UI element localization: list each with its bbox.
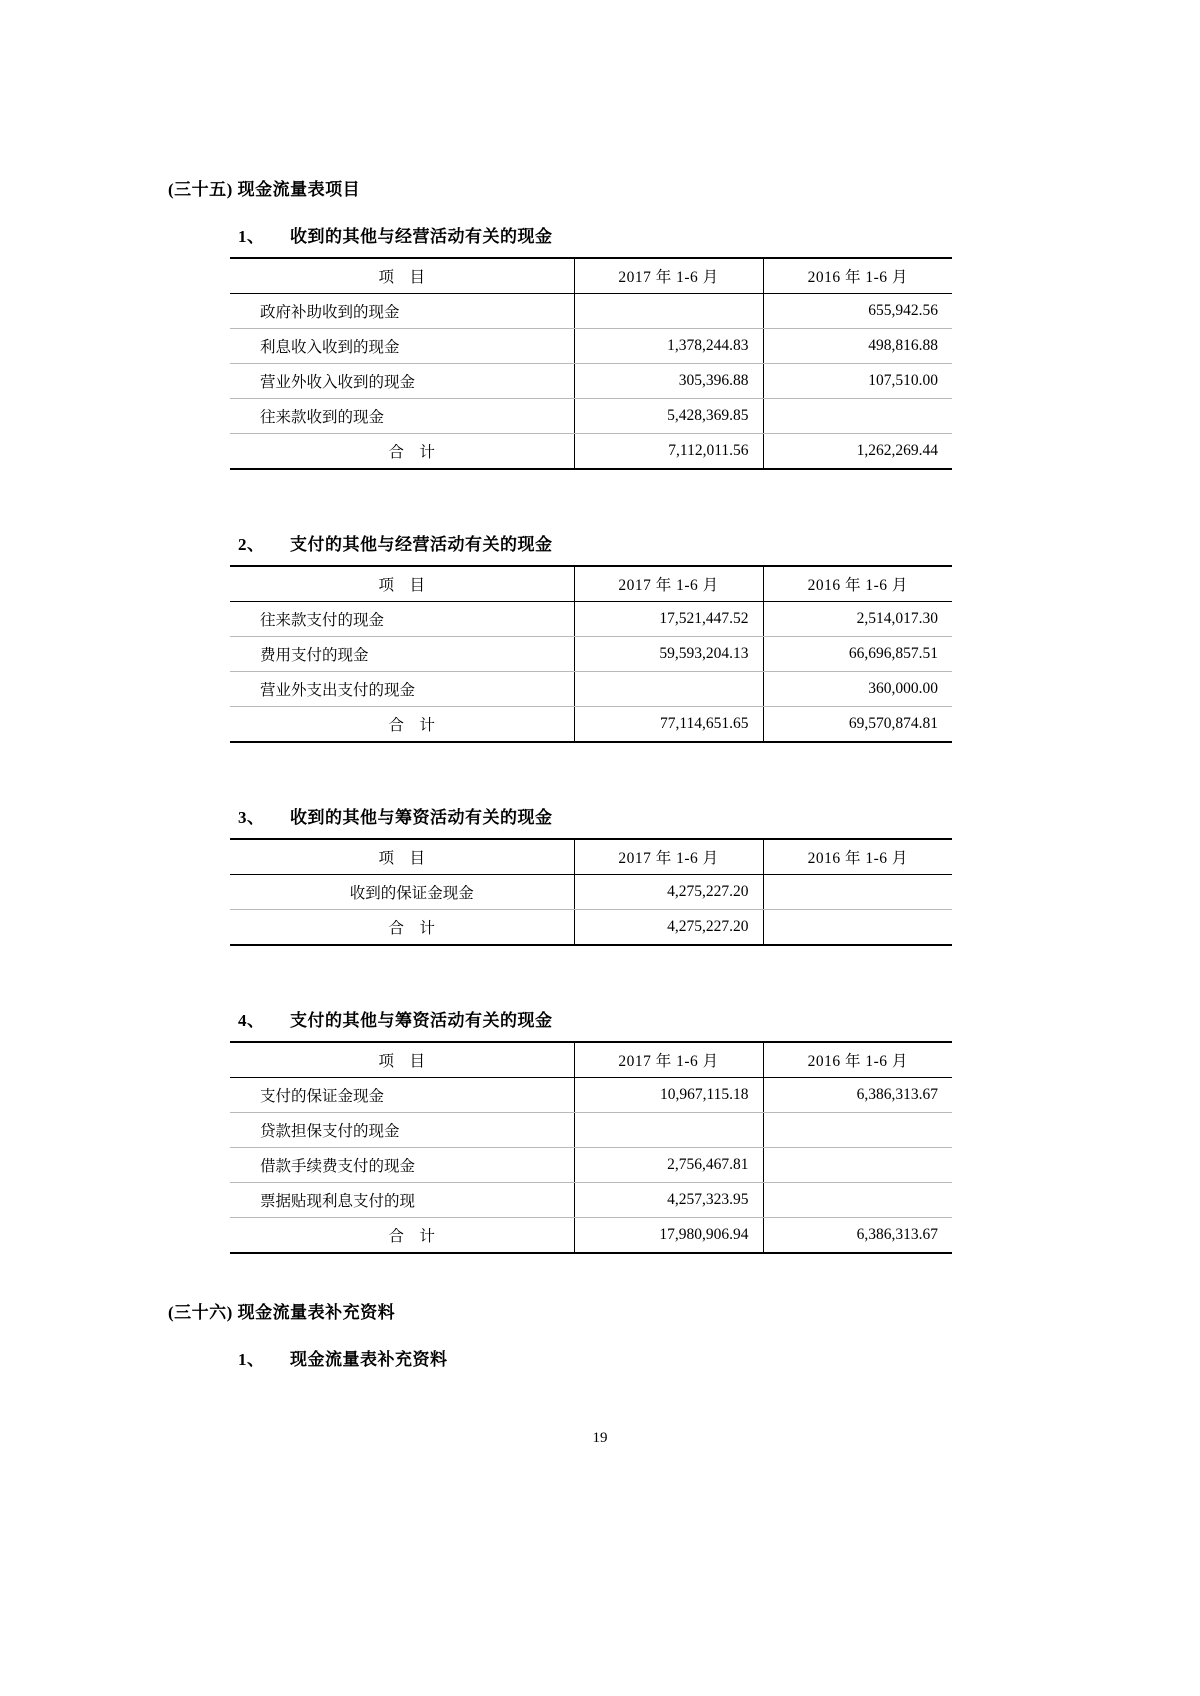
col-header-2017: 2017 年 1-6 月: [574, 1042, 763, 1078]
page-content: [168, 175, 968, 1380]
section-heading-36: (三十六) 现金流量表补充资料: [168, 1303, 396, 1322]
table-row: [230, 399, 952, 434]
col-header-2016: 2016 年 1-6 月: [763, 258, 952, 294]
table-other-financing-cash-paid: [230, 1041, 952, 1254]
total-value-2016: 1,262,269.44: [763, 434, 952, 470]
row-value-2016: 498,816.88: [763, 329, 952, 364]
total-value-2016: 69,570,874.81: [763, 707, 952, 743]
subsection-label-36-1: 现金流量表补充资料: [290, 1350, 448, 1369]
table-header-row: [230, 566, 952, 602]
row-value-2016: 360,000.00: [763, 672, 952, 707]
row-label: 费用支付的现金: [230, 637, 574, 672]
row-value-2016: 655,942.56: [763, 294, 952, 329]
col-header-item: 项 目: [230, 839, 574, 875]
row-value-2017: [574, 1113, 763, 1148]
table-row: [230, 1148, 952, 1183]
row-value-2017: [574, 294, 763, 329]
table-row: [230, 1113, 952, 1148]
row-value-2017: [574, 672, 763, 707]
row-label: 营业外支出支付的现金: [230, 672, 574, 707]
subsection-index-4: 4、: [238, 1011, 265, 1030]
row-label: 借款手续费支付的现金: [230, 1148, 574, 1183]
col-header-2016: 2016 年 1-6 月: [763, 1042, 952, 1078]
subsection-index-36-1: 1、: [238, 1350, 265, 1369]
row-value-2017: 305,396.88: [574, 364, 763, 399]
row-value-2016: [763, 1148, 952, 1183]
row-value-2017: 10,967,115.18: [574, 1078, 763, 1113]
row-label: 往来款收到的现金: [230, 399, 574, 434]
col-header-2016: 2016 年 1-6 月: [763, 839, 952, 875]
table-row: [230, 1183, 952, 1218]
row-value-2016: [763, 875, 952, 910]
table-other-operating-cash-received: [230, 257, 952, 470]
row-value-2017: 1,378,244.83: [574, 329, 763, 364]
total-value-2017: 4,275,227.20: [574, 910, 763, 946]
table-header-row: [230, 258, 952, 294]
subsection-index-1: 1、: [238, 227, 265, 246]
row-value-2016: 107,510.00: [763, 364, 952, 399]
table-total-row: [230, 910, 952, 946]
col-header-item: 项 目: [230, 258, 574, 294]
total-label: 合 计: [230, 910, 574, 946]
table-total-row: [230, 434, 952, 470]
subsection-title-2: [238, 530, 968, 555]
spacer: [168, 946, 968, 984]
row-value-2016: [763, 1183, 952, 1218]
col-header-item: 项 目: [230, 1042, 574, 1078]
row-value-2016: 2,514,017.30: [763, 602, 952, 637]
total-value-2016: [763, 910, 952, 946]
row-label: 营业外收入收到的现金: [230, 364, 574, 399]
page-number: 19: [592, 1430, 608, 1446]
col-header-2017: 2017 年 1-6 月: [574, 258, 763, 294]
total-value-2017: 17,980,906.94: [574, 1218, 763, 1254]
row-value-2017: 17,521,447.52: [574, 602, 763, 637]
table-header-row: [230, 839, 952, 875]
spacer: [168, 743, 968, 781]
total-label: 合 计: [230, 434, 574, 470]
col-header-2016: 2016 年 1-6 月: [763, 566, 952, 602]
subsection-label-3: 收到的其他与筹资活动有关的现金: [290, 808, 553, 827]
row-label: 往来款支付的现金: [230, 602, 574, 637]
row-value-2016: [763, 1113, 952, 1148]
row-value-2016: [763, 399, 952, 434]
subsection-index-2: 2、: [238, 535, 265, 554]
total-label: 合 计: [230, 707, 574, 743]
table-row: [230, 294, 952, 329]
table-row: [230, 602, 952, 637]
subsection-label-4: 支付的其他与筹资活动有关的现金: [290, 1011, 553, 1030]
row-label: 贷款担保支付的现金: [230, 1113, 574, 1148]
table-row: [230, 875, 952, 910]
col-header-2017: 2017 年 1-6 月: [574, 566, 763, 602]
total-value-2017: 77,114,651.65: [574, 707, 763, 743]
total-label: 合 计: [230, 1218, 574, 1254]
table-other-financing-cash-received: [230, 838, 952, 946]
subsection-title-36-1: [238, 1345, 968, 1370]
row-value-2016: 66,696,857.51: [763, 637, 952, 672]
row-label: 支付的保证金现金: [230, 1078, 574, 1113]
row-label: 政府补助收到的现金: [230, 294, 574, 329]
section-heading-35: (三十五) 现金流量表项目: [168, 180, 361, 199]
total-value-2016: 6,386,313.67: [763, 1218, 952, 1254]
col-header-2017: 2017 年 1-6 月: [574, 839, 763, 875]
table-header-row: [230, 1042, 952, 1078]
row-value-2017: 4,275,227.20: [574, 875, 763, 910]
row-label: 利息收入收到的现金: [230, 329, 574, 364]
spacer: [168, 470, 968, 508]
subsection-label-1: 收到的其他与经营活动有关的现金: [290, 227, 553, 246]
row-value-2017: 4,257,323.95: [574, 1183, 763, 1218]
table-total-row: [230, 707, 952, 743]
table-total-row: [230, 1218, 952, 1254]
row-label: 票据贴现利息支付的现: [230, 1183, 574, 1218]
subsection-label-2: 支付的其他与经营活动有关的现金: [290, 535, 553, 554]
subsection-title-3: [238, 803, 968, 828]
table-row: [230, 1078, 952, 1113]
row-value-2016: 6,386,313.67: [763, 1078, 952, 1113]
subsection-title-4: [238, 1006, 968, 1031]
subsection-title-1: [238, 222, 968, 247]
row-label: 收到的保证金现金: [230, 875, 574, 910]
row-value-2017: 59,593,204.13: [574, 637, 763, 672]
row-value-2017: 2,756,467.81: [574, 1148, 763, 1183]
subsection-index-3: 3、: [238, 808, 265, 827]
table-row: [230, 637, 952, 672]
total-value-2017: 7,112,011.56: [574, 434, 763, 470]
table-row: [230, 364, 952, 399]
col-header-item: 项 目: [230, 566, 574, 602]
table-row: [230, 329, 952, 364]
table-row: [230, 672, 952, 707]
table-other-operating-cash-paid: [230, 565, 952, 743]
row-value-2017: 5,428,369.85: [574, 399, 763, 434]
